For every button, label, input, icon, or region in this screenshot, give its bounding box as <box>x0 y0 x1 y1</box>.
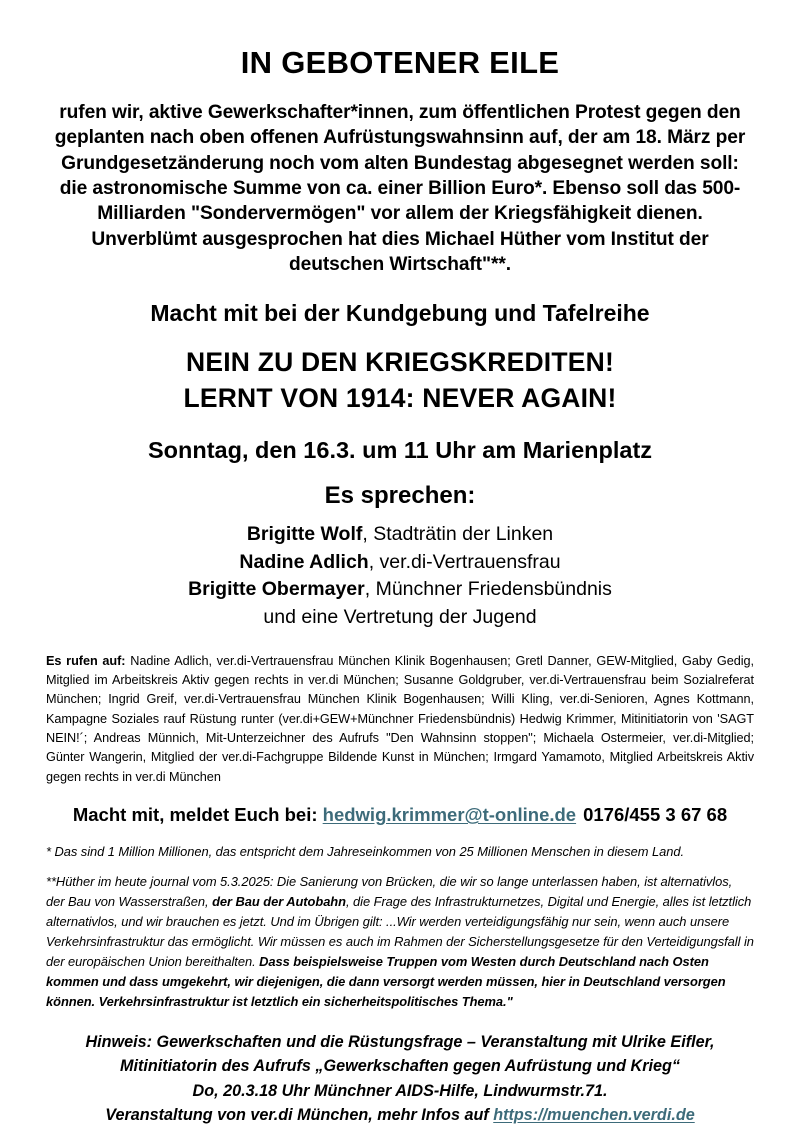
contact-phone: 0176/455 3 67 68 <box>583 803 728 825</box>
speaker-entry <box>44 521 756 549</box>
slogan-line-2: LERNT VON 1914: NEVER AGAIN! <box>183 382 617 413</box>
notice-line-4 <box>54 1103 746 1127</box>
speakers-closing: und eine Vertretung der Jugend <box>263 606 537 629</box>
contact-email-link[interactable]: hedwig.krimmer@t-online.de <box>322 803 577 825</box>
slogan-line-1: NEIN ZU DEN KRIEGSKREDITEN! <box>186 347 614 378</box>
speaker-role: , ver.di-Vertrauensfrau <box>368 550 561 573</box>
notice-line-4-prefix: Veranstaltung von ver.di München, mehr Infos auf <box>105 1105 494 1124</box>
contact-label: Macht mit, meldet Euch bei: <box>72 803 318 825</box>
speakers-heading: Es sprechen: <box>324 482 476 510</box>
signatories-text: Nadine Adlich, ver.di-Vertrauensfrau München Klinik Bogenhausen; Gretl Danner, GEW-Mitglied, Gaby Gedig, Mitglied im Arbeitskreis Aktiv gegen rechts in ver.di München; Susanne Goldgruber, ver.di-Vertrauensfrau beim Sozialreferat München; Ingrid Greif, ver.di-Vertrauensfrau München Klinik Bogenhausen; Willi Kling, ver.di-Senioren, Agnes Kottmann, Kampagne Soziales rauf Rüstung runter (ver.di+GEW+Münchner Friedensbündnis) Hedwig Krimmer, Mitinitiatorin von 'SAGT NEIN!´; Andreas Münnich, Mit-Unterzeichner des Aufrufs "Den Wahnsinn stoppen"; Michaela Ostermeier, ver.di-Mitglied; Günter Wangerin, Mitglied der ver.di-Fachgruppe Bildende Kunst in München; Irmgard Yamamoto, Mitglied Arbeitskreis Aktiv gegen rechts in ver.di München <box>46 653 754 784</box>
event-datetime: Sonntag, den 16.3. um 11 Uhr am Marienplatz <box>147 437 653 464</box>
notice-line-2: Mitinitiatorin des Aufrufs „Gewerkschaften gegen Aufrüstung und Krieg“ <box>119 1057 680 1076</box>
call-to-action-heading: Macht mit bei der Kundgebung und Tafelreihe <box>150 299 650 326</box>
signatories-block <box>46 652 754 787</box>
signatories-label: Es rufen auf: <box>46 653 126 668</box>
footnote-second-bold2: Dass beispielsweise Truppen vom Westen durch Deutschland nach Osten kommen und dass umgekehrt, wir diejenigen, die dann versorgt werden müssen, hier in Deutschland versorgen können. Verkehrsinfrastruktur ist letztlich ein sicherheitspolitisches Thema." <box>46 954 726 1010</box>
speaker-entry <box>44 549 756 577</box>
slogan-block <box>44 345 756 416</box>
speaker-name: Nadine Adlich <box>239 550 369 573</box>
speaker-role: , Stadträtin der Linken <box>362 523 554 546</box>
notice-block <box>54 1030 746 1127</box>
footnote-second-bold1: der Bau der Autobahn <box>212 894 346 910</box>
footnote-first: * Das sind 1 Million Millionen, das entspricht dem Jahreseinkommen von 25 Millionen Menschen in diesem Land. <box>46 844 685 860</box>
speakers-list <box>44 521 756 632</box>
speaker-name: Brigitte Wolf <box>246 523 363 546</box>
speaker-role: , Münchner Friedensbündnis <box>364 578 612 601</box>
intro-paragraph: rufen wir, aktive Gewerkschafter*innen, zum öffentlichen Protest gegen den geplanten nach oben offenen Aufrüstungswahnsinn auf, der am 18. März per Grundgesetzänderung noch vom alten Bundestag abgesegnet werden soll: die astronomische Summe von ca. einer Billion Euro*. Ebenso soll das 500-Milliarden "Sondervermögen" vor allem der Kriegsfähigkeit dienen. Unverblümt ausgesprochen hat dies Michael Hüther vom Institut der deutschen Wirtschaft"**. <box>54 102 746 276</box>
contact-line <box>44 803 756 826</box>
speaker-name: Brigitte Obermayer <box>188 578 365 601</box>
verdi-website-link[interactable]: https://muenchen.verdi.de <box>493 1105 695 1124</box>
notice-line-3: Do, 20.3.18 Uhr Münchner AIDS-Hilfe, Lindwurmstr.71. <box>192 1081 608 1100</box>
page-title: IN GEBOTENER EILE <box>240 45 560 80</box>
speaker-entry <box>44 576 756 604</box>
footnote-second-part1: **Hüther im heute journal vom 5.3.2025: Die Sanierung von Brücken, die wir so lange unterlassen haben, ist alternativlos, der Bau von Wasserstraßen, <box>46 874 733 910</box>
footnote-second <box>46 872 754 1012</box>
footnote-second-part2: , die Frage des Infrastrukturnetzes, Digital und Energie, alles ist letztlich alternativlos, und wir brauchen es jetzt. Und im Übrigen gilt: ...Wir werden verteidigungsfähig nur sein, wenn auch unsere Verkehrsinfrastruktur das ermöglicht. Wir müssen es auch im Rahmen der Sicherstellungsgesetze für den Verteidigungsfall in der europäischen Union bereithalten. <box>46 894 754 970</box>
notice-line-1: Hinweis: Gewerkschaften und die Rüstungsfrage – Veranstaltung mit Ulrike Eifler, <box>85 1033 715 1052</box>
